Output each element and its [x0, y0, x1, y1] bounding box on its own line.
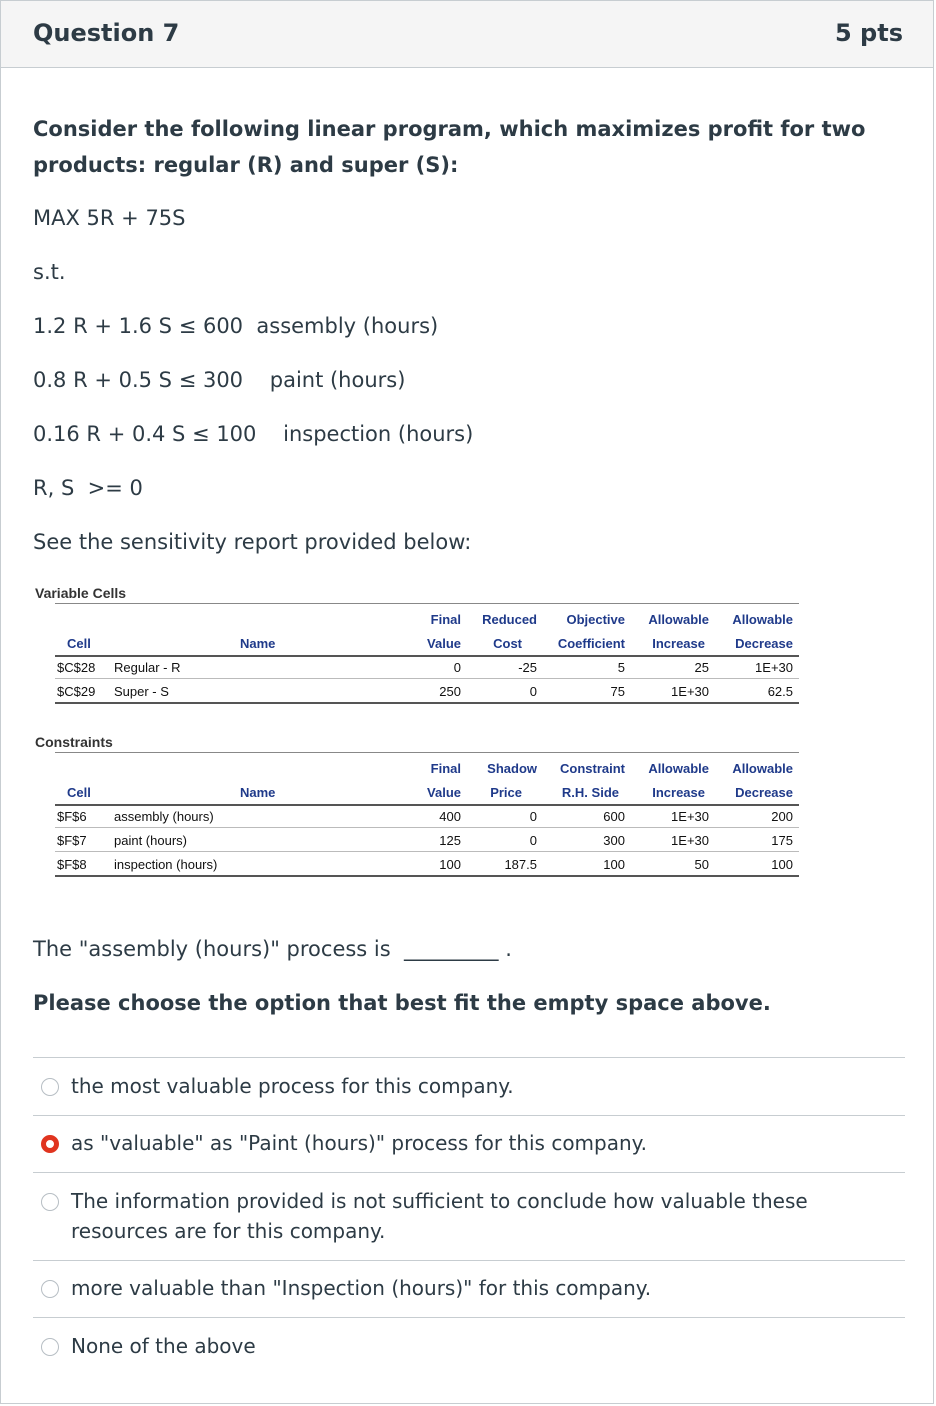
bottom-rule — [55, 875, 799, 877]
question-title: Question 7 — [33, 19, 180, 47]
subject-to: s.t. — [33, 260, 66, 284]
bottom-rule — [55, 702, 799, 704]
table-row-decrease: 100 — [771, 857, 793, 872]
table-row-rhs: 600 — [603, 809, 625, 824]
header-final: Final — [430, 761, 461, 776]
constraint-paint: 0.8 R + 0.5 S ≤ 300 paint (hours) — [33, 368, 406, 392]
header-rule — [55, 655, 799, 657]
radio-button[interactable] — [41, 1193, 59, 1211]
header-shadow: Shadow — [487, 761, 537, 776]
answer-label[interactable]: the most valuable process for this company. — [71, 1074, 514, 1098]
answer-option[interactable] — [33, 1186, 905, 1248]
header-cell: Cell — [67, 785, 91, 800]
header-final: Final — [430, 612, 461, 627]
header-decrease: Decrease — [735, 785, 793, 800]
header-allowable-dec: Allowable — [732, 761, 793, 776]
table-row-name: paint (hours) — [114, 833, 187, 848]
header-allowable-inc: Allowable — [648, 761, 709, 776]
table-row-decrease: 1E+30 — [755, 660, 793, 675]
constraint-inspection: 0.16 R + 0.4 S ≤ 100 inspection (hours) — [33, 422, 474, 446]
table-row-name: inspection (hours) — [114, 857, 218, 872]
header-increase: Increase — [652, 636, 705, 651]
answer-label[interactable]: more valuable than "Inspection (hours)" for this company. — [71, 1276, 652, 1300]
table-row-decrease: 62.5 — [767, 684, 793, 699]
table-row-decrease: 175 — [771, 833, 793, 848]
header-constraint: Constraint — [560, 761, 625, 776]
table-row-objective: 75 — [610, 684, 625, 699]
row-rule — [55, 678, 799, 679]
question-header — [1, 1, 933, 68]
constraints-label: Constraints — [35, 734, 113, 750]
header-rule — [55, 804, 799, 806]
table-row-shadow-price: 187.5 — [504, 857, 537, 872]
see-report-text: See the sensitivity report provided below: — [33, 530, 472, 554]
header-cost: Cost — [493, 636, 522, 651]
header-increase: Increase — [652, 785, 705, 800]
header-price: Price — [490, 785, 522, 800]
header-cell: Cell — [67, 636, 91, 651]
table-row-increase: 1E+30 — [671, 833, 709, 848]
answer-option[interactable] — [33, 1128, 905, 1160]
table-row-decrease: 200 — [771, 809, 793, 824]
table-row-objective: 5 — [617, 660, 625, 675]
row-rule — [55, 827, 799, 828]
answer-option[interactable] — [33, 1273, 905, 1305]
radio-button[interactable] — [41, 1338, 59, 1356]
header-name: Name — [240, 636, 276, 651]
answer-option[interactable] — [33, 1071, 905, 1103]
header-value: Value — [427, 785, 461, 800]
table-row-cell: $C$28 — [57, 660, 96, 675]
table-row-rhs: 100 — [603, 857, 625, 872]
instruction-text: Please choose the option that best fit the empty space above. — [33, 991, 771, 1015]
table-row-increase: 1E+30 — [671, 809, 709, 824]
answer-divider — [33, 1260, 905, 1261]
table-row-reduced-cost: -25 — [518, 660, 537, 675]
table-row-cell: $F$7 — [57, 833, 87, 848]
table-row-value: 125 — [439, 833, 461, 848]
answer-label[interactable]: as "valuable" as "Paint (hours)" process for this company. — [71, 1131, 648, 1155]
radio-button[interactable] — [41, 1280, 59, 1298]
radio-button[interactable] — [41, 1078, 59, 1096]
table-row-name: Regular - R — [114, 660, 181, 675]
objective-function: MAX 5R + 75S — [33, 206, 186, 230]
table-row-rhs: 300 — [603, 833, 625, 848]
header-objective: Objective — [566, 612, 625, 627]
answer-divider — [33, 1317, 905, 1318]
table-row-value: 250 — [439, 684, 461, 699]
header-rh-side: R.H. Side — [561, 785, 619, 800]
statement-text: The "assembly (hours)" process is _________ . — [33, 937, 512, 961]
header-name: Name — [240, 785, 276, 800]
header-value: Value — [427, 636, 461, 651]
header-coefficient: Coefficient — [557, 636, 625, 651]
table-row-cell: $C$29 — [57, 684, 96, 699]
header-reduced: Reduced — [482, 612, 537, 627]
radio-button-selected[interactable] — [41, 1135, 59, 1153]
variable-cells-table — [35, 585, 805, 705]
answer-label[interactable]: None of the above — [71, 1334, 256, 1358]
answer-divider — [33, 1057, 905, 1058]
answer-divider — [33, 1115, 905, 1116]
nonnegativity: R, S >= 0 — [33, 476, 143, 500]
table-row-value: 400 — [439, 809, 461, 824]
table-row-increase: 50 — [694, 857, 709, 872]
answer-option[interactable] — [33, 1331, 905, 1363]
table-row-shadow-price: 0 — [529, 833, 537, 848]
row-rule — [55, 851, 799, 852]
variable-cells-label: Variable Cells — [35, 585, 127, 601]
table-row-cell: $F$6 — [57, 809, 87, 824]
prompt-intro: Consider the following linear program, which maximizes profit for two products: regular (R) and super (S): — [33, 117, 866, 177]
answer-divider — [33, 1172, 905, 1173]
table-top-rule — [55, 752, 799, 753]
table-row-value: 0 — [453, 660, 461, 675]
table-row-increase: 1E+30 — [671, 684, 709, 699]
table-row-name: Super - S — [114, 684, 169, 699]
constraints-table — [35, 734, 805, 884]
table-row-shadow-price: 0 — [529, 809, 537, 824]
table-row-name: assembly (hours) — [114, 809, 214, 824]
constraint-assembly: 1.2 R + 1.6 S ≤ 600 assembly (hours) — [33, 314, 439, 338]
question-points: 5 pts — [835, 19, 903, 47]
header-allowable-inc: Allowable — [648, 612, 709, 627]
header-decrease: Decrease — [735, 636, 793, 651]
answer-label[interactable]: The information provided is not sufficient to conclude how valuable these resources are for this company. — [71, 1189, 808, 1243]
table-row-increase: 25 — [694, 660, 709, 675]
table-row-reduced-cost: 0 — [529, 684, 537, 699]
table-top-rule — [55, 603, 799, 604]
table-row-cell: $F$8 — [57, 857, 87, 872]
table-row-value: 100 — [439, 857, 461, 872]
header-allowable-dec: Allowable — [732, 612, 793, 627]
